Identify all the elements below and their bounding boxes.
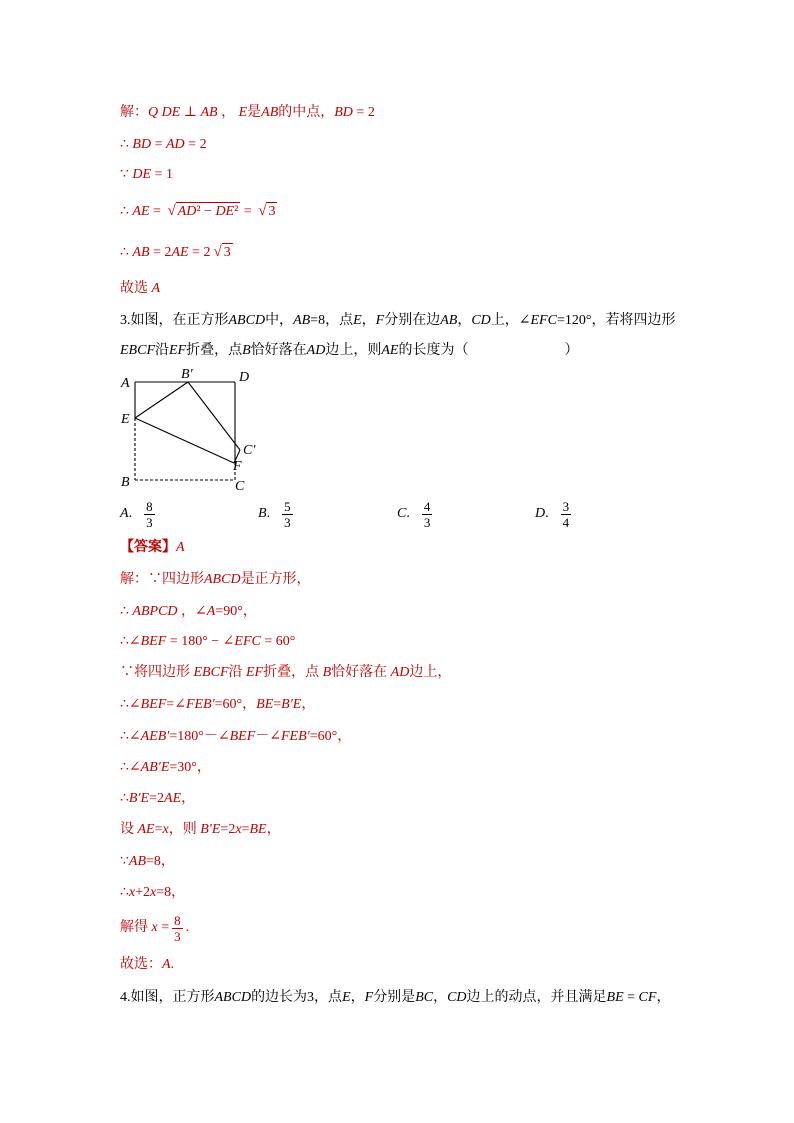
label-c: C <box>235 479 245 494</box>
question3-line-2-end: ） <box>564 343 579 358</box>
option-d <box>535 496 574 532</box>
segment-b1-c1 <box>188 382 240 450</box>
option-label: A. <box>120 506 133 521</box>
answer-value: A <box>176 540 185 555</box>
solution-line-7: ∴∠AB′E=30°， <box>120 760 211 775</box>
solution-solve-line <box>120 910 189 946</box>
ae-radicand: AD² − DE² <box>177 204 239 219</box>
denominator: 4 <box>562 514 570 530</box>
numerator: 4 <box>423 498 431 514</box>
option-fraction <box>144 499 155 530</box>
answer-tag: 【答案】 <box>120 540 176 555</box>
option-c <box>397 496 435 532</box>
ae-root-value: 3 <box>268 204 276 219</box>
numerator: 8 <box>174 912 181 928</box>
radical-sign: √ <box>213 244 222 260</box>
option-fraction <box>422 499 433 530</box>
ab-root-value: 3 <box>223 245 231 260</box>
label-e: E <box>121 412 130 427</box>
ab-lead: ∴ AB = 2AE = 2 <box>120 245 211 260</box>
label-f: F <box>233 459 242 474</box>
solution-line-4: ∵将四边形 EBCF沿 EF折叠，点 B恰好落在 AD边上， <box>120 665 452 680</box>
denominator: 3 <box>146 514 153 530</box>
denominator: 3 <box>284 514 291 530</box>
solution-line-5: ∴∠BEF=∠FEB′=60°，BE=B′E， <box>120 697 316 712</box>
label-a: A <box>121 376 130 391</box>
square-fold-figure <box>115 362 265 497</box>
prev-solution-line-1: 解：Q DE ⊥ AB ， E是AB的中点，BD = 2 <box>120 105 375 120</box>
prev-solution-ab-line <box>120 240 233 265</box>
option-label: D. <box>535 506 549 521</box>
solution-line-6: ∴∠AEB′=180°－∠BEF－∠FEB′=60°， <box>120 729 352 744</box>
prev-solution-ae-line <box>120 199 277 224</box>
question3-line-1: 3.如图，在正方形ABCD中，AB=8，点E，F分别在边AB，CD上，∠EFC=120°，若将四边形 <box>120 313 676 328</box>
solution-line-2: ∴ ABPCD ，∠A=90°， <box>120 604 257 619</box>
question3-line-2 <box>120 341 578 361</box>
solution-conclusion: 故选：A. <box>120 957 175 972</box>
radical-sign: √ <box>167 203 176 219</box>
option-b <box>258 496 296 532</box>
numerator: 5 <box>284 498 291 514</box>
option-label: B. <box>258 506 271 521</box>
segment-e-b1 <box>135 382 188 418</box>
option-fraction <box>561 499 572 530</box>
ae-equals: = <box>243 204 252 219</box>
solution-line-10: ∵AB=8， <box>120 854 175 869</box>
ae-lead: ∴ AE = <box>120 204 161 219</box>
option-label: C. <box>397 506 410 521</box>
solve-fraction <box>172 913 183 944</box>
label-c1: C′ <box>243 443 256 458</box>
solve-tail: . <box>185 920 190 935</box>
label-d: D <box>239 370 250 385</box>
prev-solution-conclusion: 故选 A <box>120 281 161 296</box>
solution-line-1: 解：∵四边形ABCD是正方形， <box>120 572 311 587</box>
prev-solution-line-2: ∴ BD = AD = 2 <box>120 137 207 152</box>
segment-e-f <box>135 418 234 463</box>
numerator: 3 <box>562 498 570 514</box>
prev-solution-line-3: ∵ DE = 1 <box>120 167 173 182</box>
solution-line-9: 设 AE=x，则 B′E=2x=BE， <box>120 822 281 837</box>
label-b: B <box>121 475 130 490</box>
label-b1: B′ <box>181 367 193 382</box>
radical-sign: √ <box>258 203 267 219</box>
question4-line-1: 4.如图，正方形ABCD的边长为3，点E，F分别是BC，CD边上的动点，并且满足BE = CF， <box>120 990 671 1005</box>
option-a <box>120 496 158 532</box>
numerator: 8 <box>146 498 153 514</box>
denominator: 3 <box>174 928 181 944</box>
denominator: 3 <box>423 514 431 530</box>
question3-line-2-text: EBCF沿EF折叠，点B恰好落在AD边上，则AE的长度为（ <box>120 343 469 358</box>
solution-line-8: ∴B′E=2AE， <box>120 791 196 806</box>
solve-lead: 解得 x = <box>120 920 170 935</box>
option-fraction <box>282 499 293 530</box>
solution-line-3: ∴∠BEF = 180° − ∠EFC = 60° <box>120 634 296 649</box>
answer-line <box>120 538 185 558</box>
solution-line-11: ∴x+2x=8， <box>120 885 186 900</box>
